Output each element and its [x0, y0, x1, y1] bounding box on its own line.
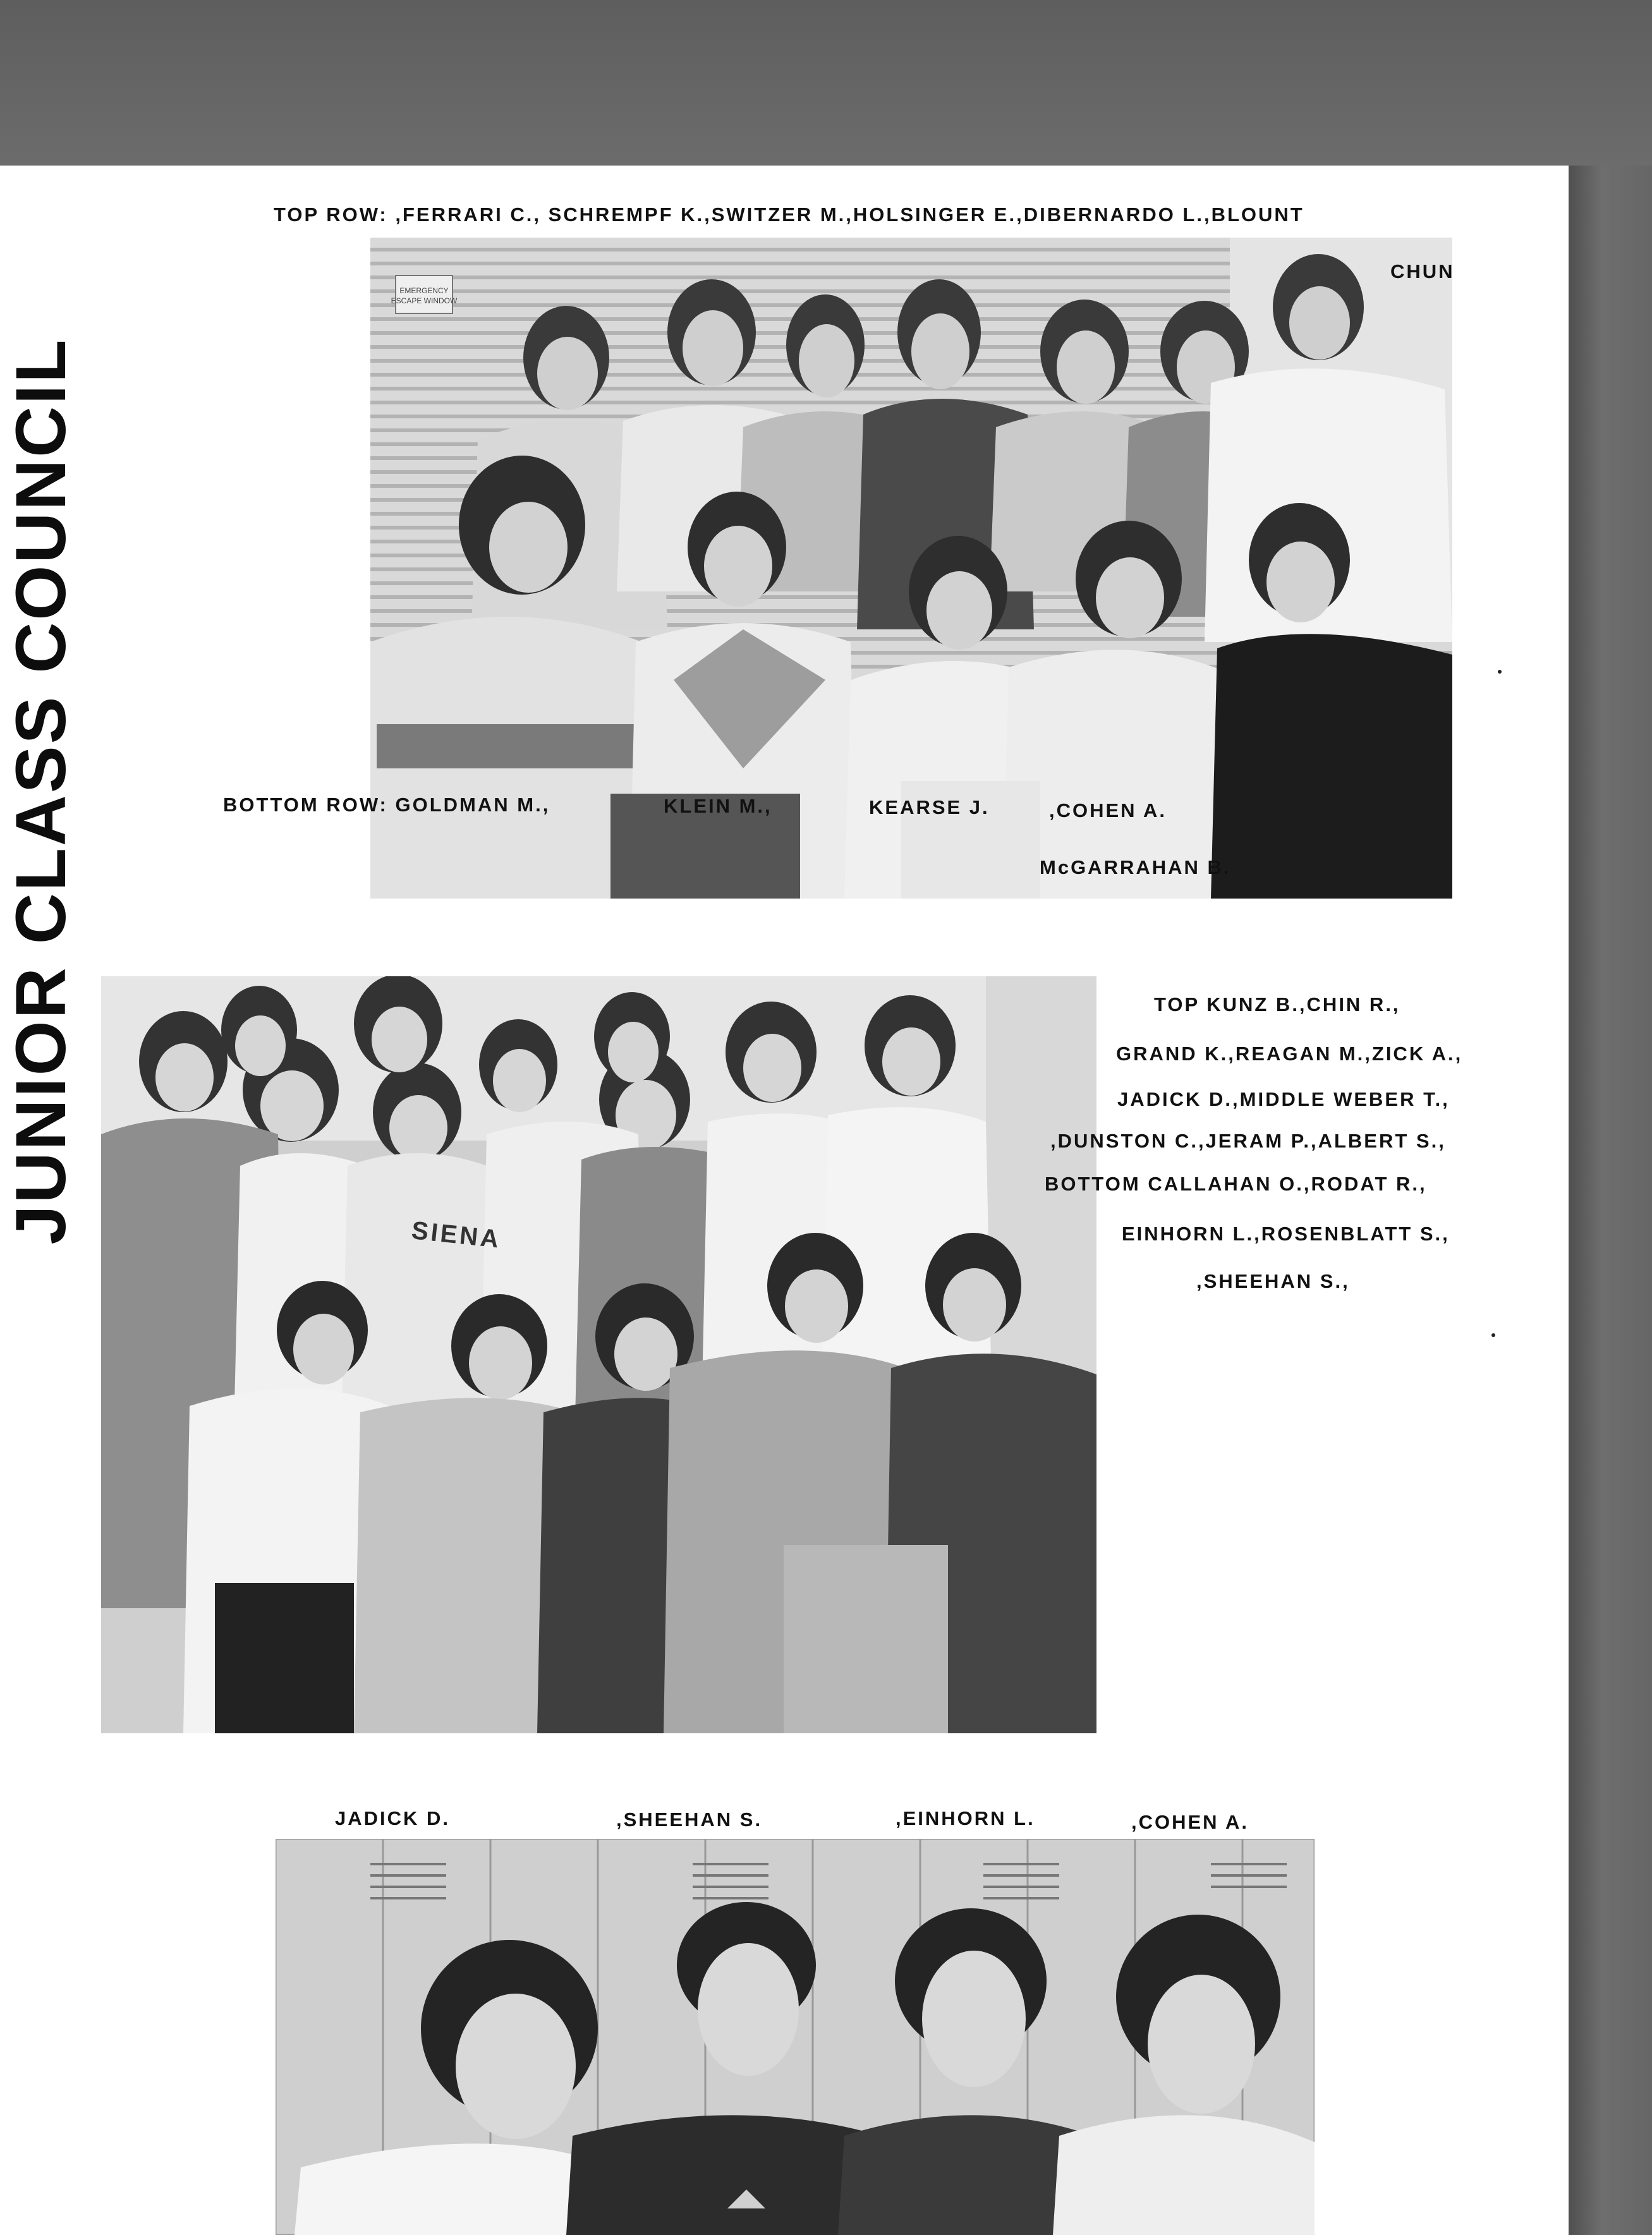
group-photo-2: [101, 976, 1096, 1733]
photo2-caption-line-2: GRAND K.,REAGAN M.,ZICK A.,: [1116, 1043, 1463, 1065]
group-photo-3-image: [276, 1839, 1315, 2235]
photo1-caption-top-row: TOP ROW: ,FERRARI C., SCHREMPF K.,SWITZER M.,HOLSINGER E.,DIBERNARDO L.,BLOUNT: [274, 203, 1304, 226]
photo2-caption-line-4: ,DUNSTON C.,JERAM P.,ALBERT S.,: [1050, 1130, 1446, 1152]
photo3-name-cohen: ,COHEN A.: [1131, 1811, 1249, 1833]
photo2-caption-line-1: TOP KUNZ B.,CHIN R.,: [1154, 993, 1400, 1015]
photo2-caption-line-7: ,SHEEHAN S.,: [1196, 1270, 1350, 1292]
group-photo-3: [276, 1839, 1315, 2235]
photo3-name-einhorn: ,EINHORN L.: [896, 1807, 1035, 1829]
photo1-caption-bottom-row: BOTTOM ROW: GOLDMAN M.,: [223, 794, 550, 816]
photo3-name-jadick: JADICK D.: [335, 1807, 451, 1829]
photo1-caption-top-row-continued: CHUN: [1390, 260, 1455, 282]
svg-text:SIENA: SIENA: [410, 1216, 503, 1254]
stray-mark: [1491, 1333, 1495, 1337]
photo2-caption-line-6: EINHORN L.,ROSENBLATT S.,: [1122, 1223, 1450, 1245]
svg-text:ESCAPE WINDOW: ESCAPE WINDOW: [391, 296, 458, 305]
photo2-caption-line-5: BOTTOM CALLAHAN O.,RODAT R.,: [1045, 1173, 1427, 1195]
photo1-caption-mcgarrahan: McGARRAHAN B.: [1040, 856, 1231, 878]
svg-text:EMERGENCY: EMERGENCY: [399, 286, 449, 295]
photo2-caption-line-3: JADICK D.,MIDDLE WEBER T.,: [1117, 1088, 1450, 1110]
stray-mark: [1498, 670, 1502, 674]
group-photo-2-image: [101, 976, 1096, 1733]
photo3-name-sheehan: ,SHEEHAN S.: [616, 1808, 763, 1831]
section-title-text: JUNIOR CLASS COUNCIL: [1, 337, 80, 1245]
page-edge-shadow: [1569, 166, 1652, 2235]
scanner-background: [0, 0, 1652, 167]
section-title: [0, 166, 82, 1417]
photo1-caption-cohen: ,COHEN A.: [1049, 799, 1167, 821]
photo1-caption-klein: KLEIN M.,: [664, 795, 772, 817]
photo1-caption-kearse: KEARSE J.: [869, 796, 990, 818]
